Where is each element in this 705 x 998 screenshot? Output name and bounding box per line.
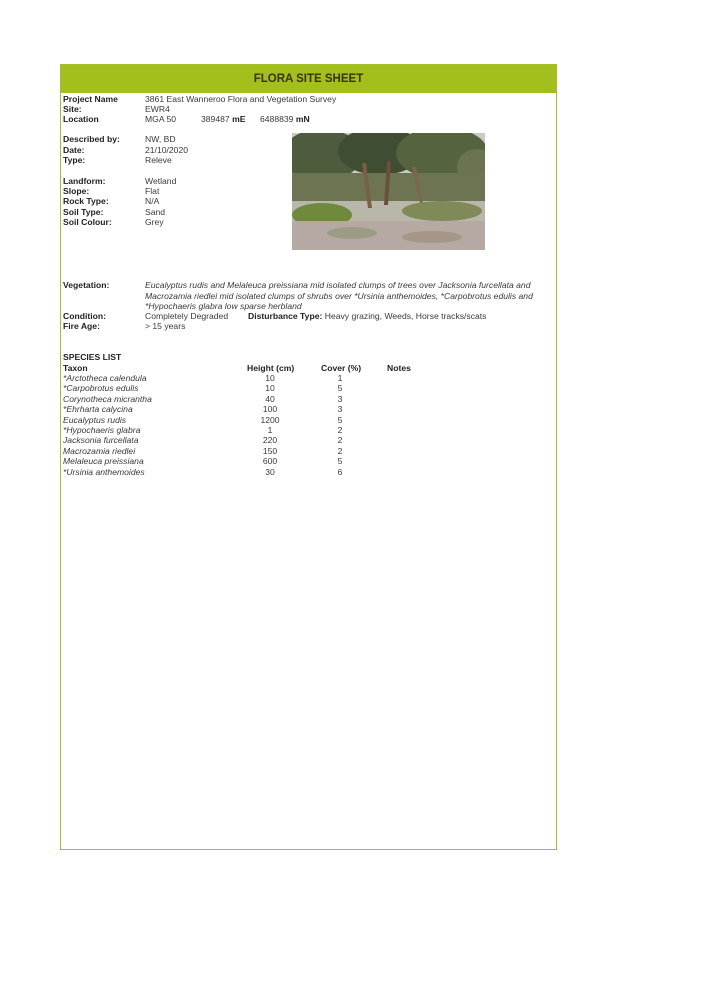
species-cover: 3 xyxy=(337,404,343,415)
species-taxon: Corynotheca micrantha xyxy=(63,393,152,404)
col-height: Height (cm) xyxy=(247,363,295,373)
site-label: Site: xyxy=(63,104,82,114)
species-taxon: Melaleuca preissiana xyxy=(63,456,144,467)
species-height: 1 xyxy=(267,425,273,435)
species-cover: 5 xyxy=(337,456,343,467)
species-cover: 5 xyxy=(337,383,343,394)
vegetation-description xyxy=(145,280,533,312)
soil-colour-label: Soil Colour: xyxy=(63,217,112,227)
species-height: 220 xyxy=(262,435,278,446)
soil-type-label: Soil Type: xyxy=(63,207,104,217)
species-cover: 6 xyxy=(337,466,343,477)
date-value: 21/10/2020 xyxy=(145,145,189,155)
disturbance xyxy=(248,311,486,321)
vegetation-line: Macrozamia riedlei mid isolated clumps of shrubs over *Ursinia anthemoides, *Carpobrotus edulis and xyxy=(145,290,533,301)
fire-age-label: Fire Age: xyxy=(63,321,100,331)
species-height: 1200 xyxy=(260,414,280,425)
sheet-title: FLORA SITE SHEET xyxy=(61,65,556,93)
location-zone: MGA 50 xyxy=(145,114,177,124)
vegetation-label: Vegetation: xyxy=(63,280,110,290)
species-cover: 1 xyxy=(337,373,343,383)
date-label: Date: xyxy=(63,145,85,155)
described-value: NW, BD xyxy=(145,134,176,144)
site-photo xyxy=(292,133,485,250)
easting-value: 389487 mE xyxy=(201,114,246,124)
col-taxon: Taxon xyxy=(63,363,88,373)
disturbance-value: Heavy grazing, Weeds, Horse tracks/scats xyxy=(324,311,487,321)
northing-value: 6488839 mN xyxy=(260,114,310,124)
site-photo-image xyxy=(292,133,485,250)
rock-type-value: N/A xyxy=(145,196,160,206)
species-taxon: *Carpobrotus edulis xyxy=(63,383,139,394)
species-taxon: Macrozamia riedlei xyxy=(63,445,136,456)
project-label: Project Name xyxy=(63,94,118,104)
species-height: 150 xyxy=(262,445,278,456)
species-height: 10 xyxy=(265,373,275,383)
species-height: 10 xyxy=(265,383,275,394)
landform-value: Wetland xyxy=(145,176,177,186)
condition-label: Condition: xyxy=(63,311,106,321)
landform-label: Landform: xyxy=(63,176,106,186)
species-taxon: *Ehrharta calycina xyxy=(63,404,133,415)
col-cover: Cover (%) xyxy=(321,363,362,373)
site-value: EWR4 xyxy=(145,104,170,114)
fire-age-value: > 15 years xyxy=(145,321,186,331)
flora-site-sheet xyxy=(60,64,557,850)
slope-label: Slope: xyxy=(63,186,90,196)
vegetation-line: Eucalyptus rudis and Melaleuca preissiana mid isolated clumps of trees over Jacksonia furcellata and xyxy=(145,280,531,290)
species-height: 100 xyxy=(262,404,278,415)
species-cover: 3 xyxy=(337,393,343,404)
species-taxon: *Arctotheca calendula xyxy=(63,373,147,383)
species-height: 30 xyxy=(265,466,275,477)
condition-value: Completely Degraded xyxy=(145,311,229,321)
species-cover: 2 xyxy=(337,445,343,456)
type-label: Type: xyxy=(63,155,86,165)
species-taxon: *Hypochaeris glabra xyxy=(63,425,141,435)
location-label: Location xyxy=(63,114,99,124)
project-value: 3861 East Wanneroo Flora and Vegetation Survey xyxy=(145,94,337,104)
species-cover: 5 xyxy=(337,414,343,425)
species-list-heading: SPECIES LIST xyxy=(63,352,122,362)
species-height: 600 xyxy=(262,456,278,467)
species-height: 40 xyxy=(265,393,275,404)
type-value: Releve xyxy=(145,155,172,165)
species-taxon: *Ursinia anthemoides xyxy=(63,466,145,477)
species-cover: 2 xyxy=(337,435,343,446)
soil-colour-value: Grey xyxy=(145,217,164,227)
soil-type-value: Sand xyxy=(145,207,166,217)
vegetation-line: *Hypochaeris glabra low sparse herbland xyxy=(145,301,302,312)
col-notes: Notes xyxy=(387,363,411,373)
disturbance-label: Disturbance Type: xyxy=(248,311,323,321)
slope-value: Flat xyxy=(145,186,160,196)
species-taxon: Eucalyptus rudis xyxy=(63,414,127,425)
rock-type-label: Rock Type: xyxy=(63,196,109,206)
species-taxon: Jacksonia furcellata xyxy=(63,435,139,446)
species-cover: 2 xyxy=(337,425,343,435)
described-label: Described by: xyxy=(63,134,120,144)
